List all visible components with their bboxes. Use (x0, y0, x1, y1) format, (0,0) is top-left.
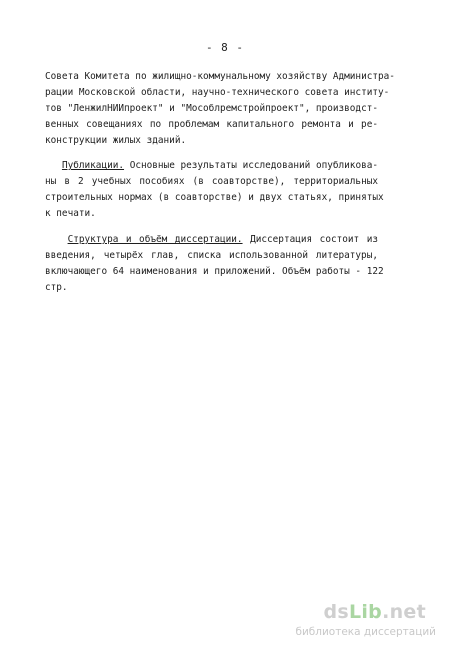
section-heading: Структура и объём диссертации. (67, 234, 243, 245)
dslib-watermark (256, 601, 436, 643)
text-line: конструкции жилых зданий. (45, 135, 187, 146)
paragraph-structure (45, 232, 384, 296)
text-line: ны в 2 учебных пособиях (в соавторстве), территориальных (45, 176, 378, 187)
text-fragment: Основные результаты исследований опубликова- (129, 160, 379, 171)
section-heading: Публикации. (61, 160, 125, 171)
text-line: венных совещаниях по проблемам капитального ремонта и ре- (45, 119, 378, 130)
paragraph-publications (45, 158, 384, 222)
text-line: введения, четырёх глав, списка использованной литературы, (45, 250, 378, 261)
text-fragment: Диссертация состоит из (250, 234, 379, 245)
paragraph-intro (45, 69, 395, 149)
text-line: рации Московской области, научно-технического совета институ- (45, 87, 390, 98)
text-line: стр. (45, 282, 68, 293)
text-line (45, 232, 378, 248)
page-number: - 8 - (205, 41, 245, 54)
text-line: строительных нормах (в соавторстве) и двух статьях, принятых (45, 192, 384, 203)
text-line: к печати. (45, 208, 96, 219)
text-line: тов "ЛенжилНИИпроект" и "Мособлремстройпроект", производст- (45, 103, 379, 114)
dslib-logo: dsLib.net (323, 601, 426, 623)
watermark-caption: библиотека диссертаций (295, 626, 436, 638)
text-line (45, 158, 378, 174)
text-line: включающего 64 наименования и приложений. Объём работы - 122 (45, 266, 384, 277)
text-line: Совета Комитета по жилищно-коммунальному хозяйству Администра- (45, 71, 395, 82)
